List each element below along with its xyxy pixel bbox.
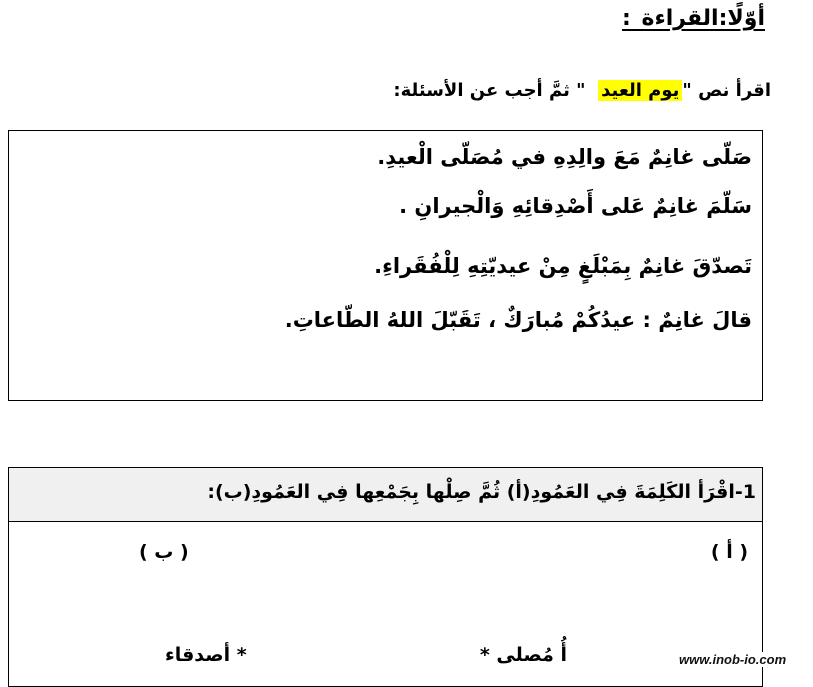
section-title: أوّلًا:القراءة : (622, 6, 765, 31)
quote-close: " (576, 80, 586, 101)
passage-line: سَلّمَ غانِمٌ عَلى أَصْدِقائِهِ وَالْجيرانِ . (399, 194, 752, 218)
passage-line: صَلّى غانِمٌ مَعَ والِدِهِ في مُصَلّى الْعيدِ. (377, 145, 752, 169)
instruction-prefix: اقرأ نص (698, 80, 771, 101)
text-title-highlight: يوم العيد (598, 80, 682, 101)
passage-line: قالَ غانِمٌ : عيدُكُمْ مُبارَكٌ ، تَقَبّلَ اللهُ الطّاعاتِ. (284, 308, 752, 332)
column-a-label: ( أ ) (710, 541, 748, 563)
reading-passage-box (8, 130, 763, 401)
site-watermark: www.inob-io.com (676, 652, 789, 667)
column-a-word: أُ مُصلى * (479, 644, 567, 666)
column-b-label: ( ب ) (139, 541, 189, 563)
matching-exercise-box (8, 467, 763, 687)
quote-open: " (682, 80, 692, 101)
instruction-suffix: ثمَّ أجب عن الأسئلة: (393, 80, 570, 101)
instruction-line (393, 80, 771, 101)
exercise-prompt: 1-اقْرَأ الكَلِمَةَ فِي العَمُودِ(أ) ثُمَّ صِلْها بِجَمْعِها فِي العَمُودِ(ب): (207, 481, 756, 503)
passage-line: تَصدّقَ غانِمٌ بِمَبْلَغٍ مِنْ عيديّتِهِ لِلْفُقَراءِ. (374, 254, 752, 278)
column-b-word: * أصدقاء (165, 644, 247, 666)
exercise-header (9, 468, 762, 522)
